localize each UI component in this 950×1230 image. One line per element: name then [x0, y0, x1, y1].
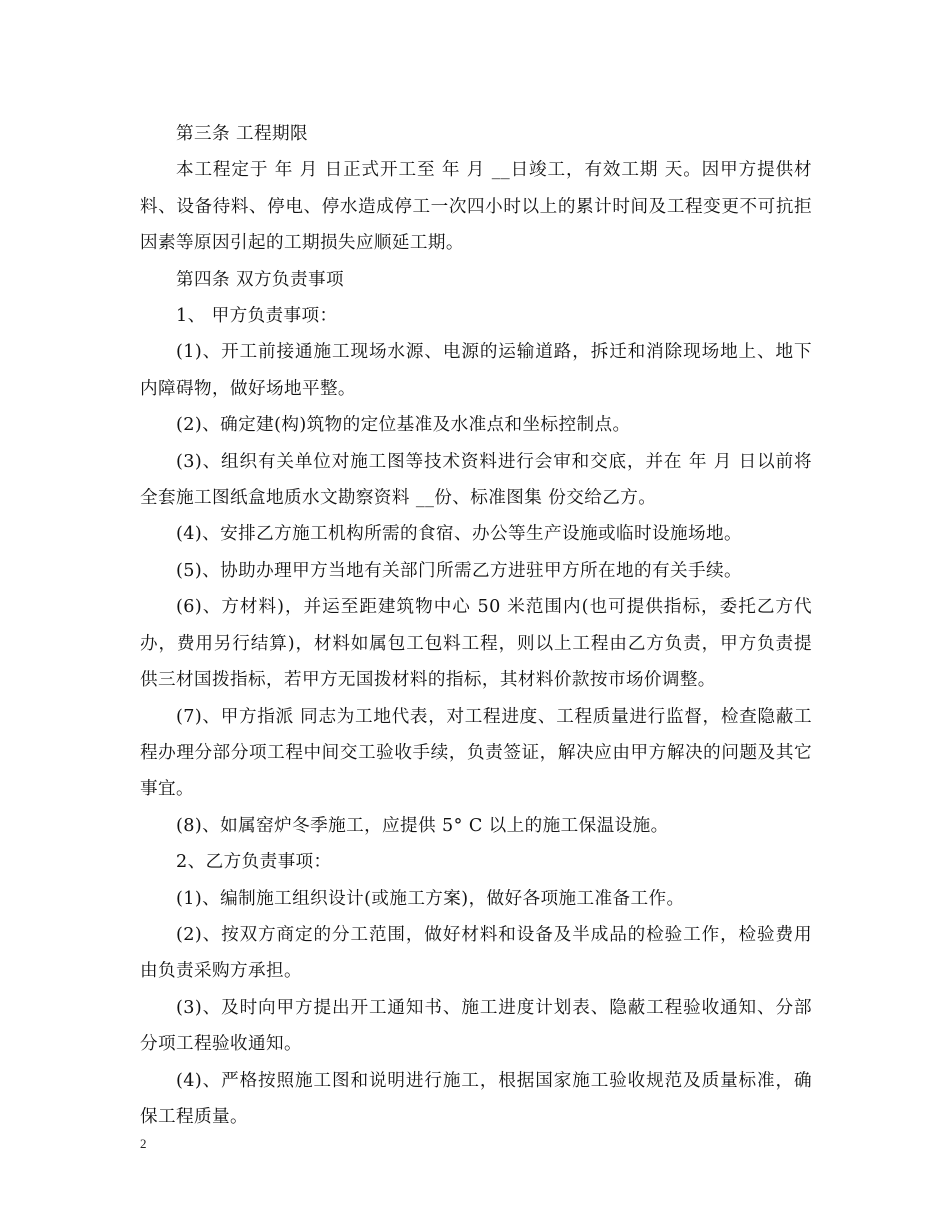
- party-a-item-2: (2)、确定建(构)筑物的定位基准及水准点和坐标控制点。: [176, 415, 631, 436]
- document-body: [140, 116, 812, 1135]
- page-number: 2: [140, 1136, 147, 1151]
- party-b-item-3: (3)、及时向甲方提出开工通知书、施工进度计划表、隐蔽工程验收通知、分部分项工程验收通知。: [140, 997, 812, 1055]
- party-a-item-6: (6)、方材料)，并运至距建筑物中心 50 米范围内(也可提供指标，委托乙方代办，费用另行结算)，材料如属包工包料工程，则以上工程由乙方负责，甲方负责提供三材国拨指标，若甲方无国拨材料的指标，其材料价款按市场价调整。: [140, 597, 812, 691]
- party-a-item-4: (4)、安排乙方施工机构所需的食宿、办公等生产设施或临时设施场地。: [176, 524, 742, 545]
- article-4-heading: 第四条 双方负责事项: [176, 269, 344, 290]
- party-b-item-1: (1)、编制施工组织设计(或施工方案)，做好各项施工准备工作。: [176, 888, 685, 909]
- article-3-body: 本工程定于 年 月 日正式开工至 年 月 __日竣工，有效工期 天。因甲方提供材料、设备待料、停电、停水造成停工一次四小时以上的累计时间及工程变更不可抗拒因素等原因引起的工期损失应顺延工期。: [140, 160, 812, 254]
- party-b-heading: 2、乙方负责事项：: [176, 852, 332, 873]
- party-a-item-7: (7)、甲方指派 同志为工地代表，对工程进度、工程质量进行监督，检查隐蔽工程办理分部分项工程中间交工验收手续，负责签证，解决应由甲方解决的问题及其它事宜。: [140, 706, 812, 800]
- party-a-item-5: (5)、协助办理甲方当地有关部门所需乙方进驻甲方所在地的有关手续。: [176, 560, 742, 581]
- party-a-item-8: (8)、如属窑炉冬季施工，应提供 5° C 以上的施工保温设施。: [176, 815, 669, 836]
- party-a-heading: 1、 甲方负责事项：: [176, 306, 338, 327]
- party-b-item-2: (2)、按双方商定的分工范围，做好材料和设备及半成品的检验工作，检验费用由负责采购方承担。: [140, 924, 812, 982]
- party-a-item-3: (3)、组织有关单位对施工图等技术资料进行会审和交底，并在 年 月 日以前将全套施工图纸盒地质水文勘察资料 __份、标准图集 份交给乙方。: [140, 451, 812, 509]
- party-b-item-4: (4)、严格按照施工图和说明进行施工，根据国家施工验收规范及质量标准，确保工程质量。: [140, 1070, 812, 1127]
- article-3-heading: 第三条 工程期限: [176, 124, 308, 144]
- party-a-item-1: (1)、开工前接通施工现场水源、电源的运输道路，拆迁和消除现场地上、地下内障碍物，做好场地平整。: [140, 342, 812, 399]
